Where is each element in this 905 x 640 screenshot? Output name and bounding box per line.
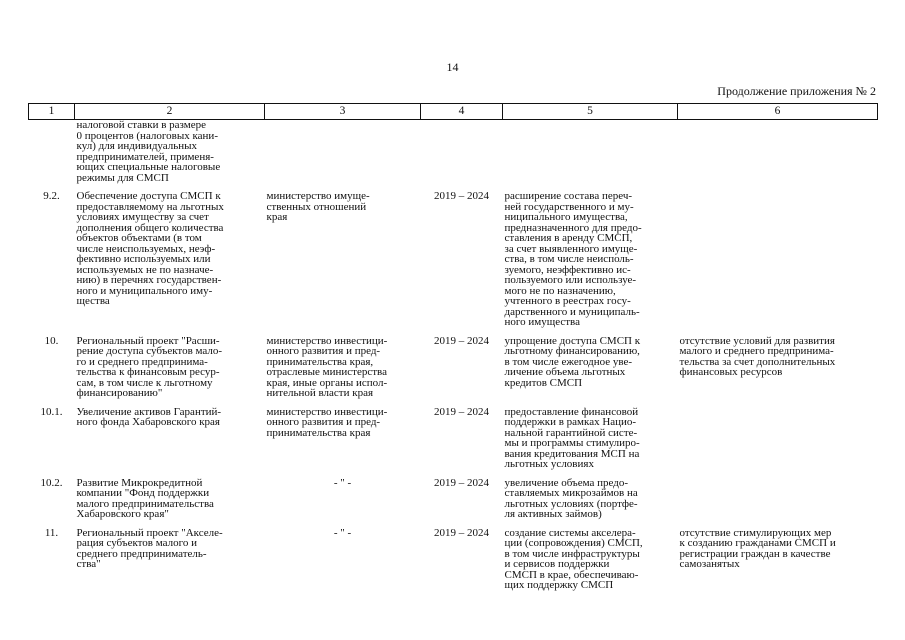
result-text: упрощение доступа СМСП к льготному финансированию, в том числе ежегодное уве- личение объема льготных кредитов СМСП — [504, 334, 641, 389]
continuation-caption: Продолжение приложения № 2 — [717, 84, 876, 98]
table-row — [29, 528, 878, 599]
column-number-row — [29, 104, 878, 120]
period-text: 2019 – 2024 — [434, 405, 489, 418]
risk-text — [678, 191, 878, 336]
risk-text — [678, 120, 878, 192]
period-text: 2019 – 2024 — [434, 476, 489, 489]
measure-text: налоговой ставки в размере 0 процентов (налоговых кани- кул) для индивидуальных предпринимателей, применя- ющих специальные налоговые режимы для СМСП — [76, 119, 221, 184]
item-number — [29, 120, 75, 192]
item-number: 10.2. — [40, 476, 63, 489]
period-text: 2019 – 2024 — [434, 526, 489, 539]
period-text: 2019 – 2024 — [434, 334, 489, 347]
appendix-table — [28, 103, 878, 599]
executor-text: министерство инвестици- онного развития и пред- принимательства края — [266, 405, 388, 439]
item-number: 10.1. — [40, 405, 63, 418]
period-text — [421, 120, 503, 192]
column-header: 2 — [75, 104, 265, 120]
result-text: создание системы акселера- ции (сопровождения) СМСП, в том числе инфраструктуры и сервисов поддержки СМСП в крае, обеспечиваю- щих поддержку СМСП — [504, 526, 643, 591]
result-text — [503, 120, 678, 192]
item-number: 10. — [44, 334, 59, 347]
measure-text: Региональный проект "Расши- рение доступа субъектов мало- го и среднего предпринима- тельства к финансовым ресур- сам, в том числе к льготному финансированию" — [76, 334, 223, 399]
executor-text — [265, 120, 421, 192]
column-header: 1 — [29, 104, 75, 120]
risk-text — [678, 407, 878, 478]
executor-text: - " - — [333, 476, 352, 489]
risk-text: отсутствие условий для развития малого и среднего предпринима- тельства за счет дополнительных финансовых ресурсов — [679, 334, 836, 378]
period-text: 2019 – 2024 — [434, 190, 489, 202]
page-number: 14 — [446, 60, 459, 74]
table-row — [29, 407, 878, 478]
column-header: 6 — [678, 104, 878, 120]
risk-text — [678, 478, 878, 528]
executor-text: министерство имуще- ственных отношений края — [266, 190, 370, 223]
table-row — [29, 191, 878, 336]
table-row — [29, 336, 878, 407]
item-number: 11. — [44, 526, 59, 539]
result-text: увеличение объема предо- ставляемых микрозаймов на льготных условиях (портфе- ля активных займов) — [504, 476, 638, 520]
result-text: предоставление финансовой поддержки в рамках Нацио- нальной гарантийной систе- мы и программы стимулиро- вания кредитования МСП на льготных условиях — [504, 405, 640, 470]
result-text: расширение состава переч- ней государственного и му- ниципального имущества, предназначенного для предо- ставления в аренду СМСП, за счет выявленного имуще- ства, в том числе неисполь- зуемого, неэффективно ис- пользуемого или используе- мого не по назначению, учтенного в реестрах госу- дарственного и муниципаль- ного имущества — [504, 190, 642, 328]
measure-text: Обеспечение доступа СМСП к предоставляемому на льготных условиях имуществу за счет дополнения общего количества объектов объектами (в том числе неиспользуемых, неэф- фективно используемых или используемых не по назначе- нию) в перечнях государствен- ного и муниципального иму- щества — [76, 190, 224, 307]
column-header: 4 — [421, 104, 503, 120]
measure-text: Региональный проект "Акселе- рация субъектов малого и среднего предприниматель- ства" — [76, 526, 223, 570]
column-header: 5 — [503, 104, 678, 120]
executor-text: - " - — [333, 526, 352, 539]
measure-text: Увеличение активов Гарантий- ного фонда Хабаровского края — [76, 405, 222, 428]
risk-text: отсутствие стимулирующих мер к созданию гражданами СМСП и регистрации граждан в качестве самозанятых — [679, 526, 836, 570]
column-header: 3 — [265, 104, 421, 120]
item-number: 9.2. — [43, 190, 60, 202]
measure-text: Развитие Микрокредитной компании "Фонд поддержки малого предпринимательства Хабаровского края" — [76, 476, 214, 520]
table-row — [29, 478, 878, 528]
executor-text: министерство инвестици- онного развития и пред- принимательства края, отраслевые министерства края, иные органы испол- нительной власти края — [266, 334, 388, 399]
table-row — [29, 120, 878, 192]
